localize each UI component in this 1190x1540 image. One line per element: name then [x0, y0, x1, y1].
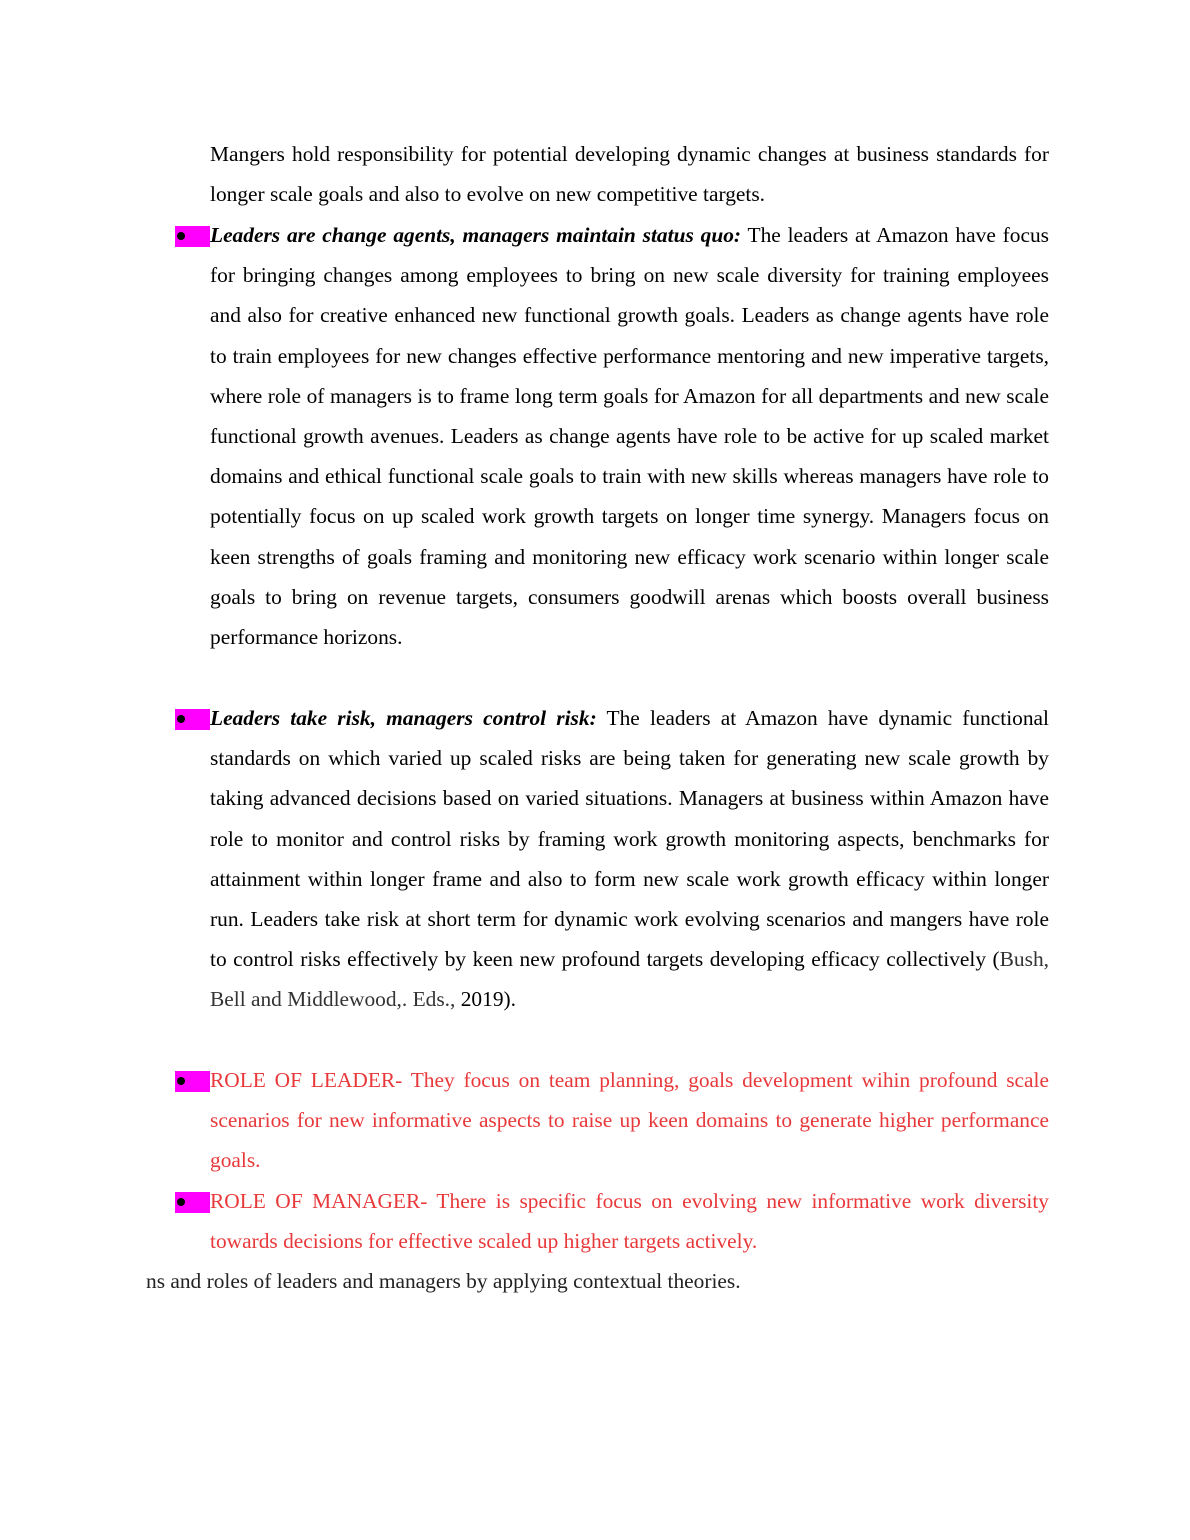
bullet-role-of-manager: ROLE OF MANAGER- There is specific focus on evolving new informative work diversity towards decisions for effective scaled up higher targets actively. — [210, 1189, 1049, 1254]
trailing-text-line: ns and roles of leaders and managers by applying contextual theories. — [146, 1269, 741, 1293]
bullet-body: The leaders at Amazon have dynamic functional standards on which varied up scaled risks are being taken for generating new scale growth by taking advanced decisions based on varied situations. Managers at business within Amazon have role to monitor and control risks by framing work growth monitoring aspects, benchmarks for attainment within longer frame and also to form new scale work growth efficacy within longer run. Leaders take risk at short term for dynamic work evolving scenarios and mangers have role to control risks effectively by keen new profound targets developing efficacy collectively ( — [210, 706, 1049, 972]
bullet-highlight — [175, 226, 210, 247]
bullet-body: The leaders at Amazon have focus for bringing changes among employees to bring on new scale diversity for training employees and also for creative enhanced new functional growth goals. Leaders as change agents have role to train employees for new changes effective performance mentoring and new imperative targets, where role of managers is to frame long term goals for Amazon for all departments and new scale functional growth avenues. Leaders as change agents have role to be active for up scaled market domains and ethical functional scale goals to train with new skills whereas managers have role to potentially focus on up scaled work growth targets on longer time synergy. Managers focus on keen strengths of goals framing and monitoring new efficacy work scenario within longer scale goals to bring on revenue targets, consumers goodwill arenas which boosts overall business performance horizons. — [210, 223, 1049, 650]
bullet-dot-icon — [177, 232, 185, 240]
bullet-risk — [210, 698, 1049, 1020]
citation: Bush, Bell and Middlewood,. Eds., — [210, 947, 1049, 1012]
bullet-dot-icon — [177, 1077, 185, 1085]
bullet-highlight — [175, 1192, 210, 1213]
bullet-heading: Leaders are change agents, managers maintain status quo: — [210, 223, 742, 247]
bullet-change-agents — [210, 215, 1049, 657]
bullet-highlight — [175, 709, 210, 730]
bullet-heading: Leaders take risk, managers control risk: — [210, 706, 597, 730]
bullet-role-of-leader: ROLE OF LEADER- They focus on team planning, goals development wihin profound scale scenarios for new informative aspects to raise up keen domains to generate higher performance goals. — [210, 1068, 1049, 1173]
intro-paragraph: Mangers hold responsibility for potential developing dynamic changes at business standards for longer scale goals and also to evolve on new competitive targets. — [210, 142, 1049, 207]
bullet-highlight — [175, 1071, 210, 1092]
citation-year: 2019). — [455, 987, 516, 1012]
bullet-dot-icon — [177, 715, 185, 723]
bullet-dot-icon — [177, 1198, 185, 1206]
